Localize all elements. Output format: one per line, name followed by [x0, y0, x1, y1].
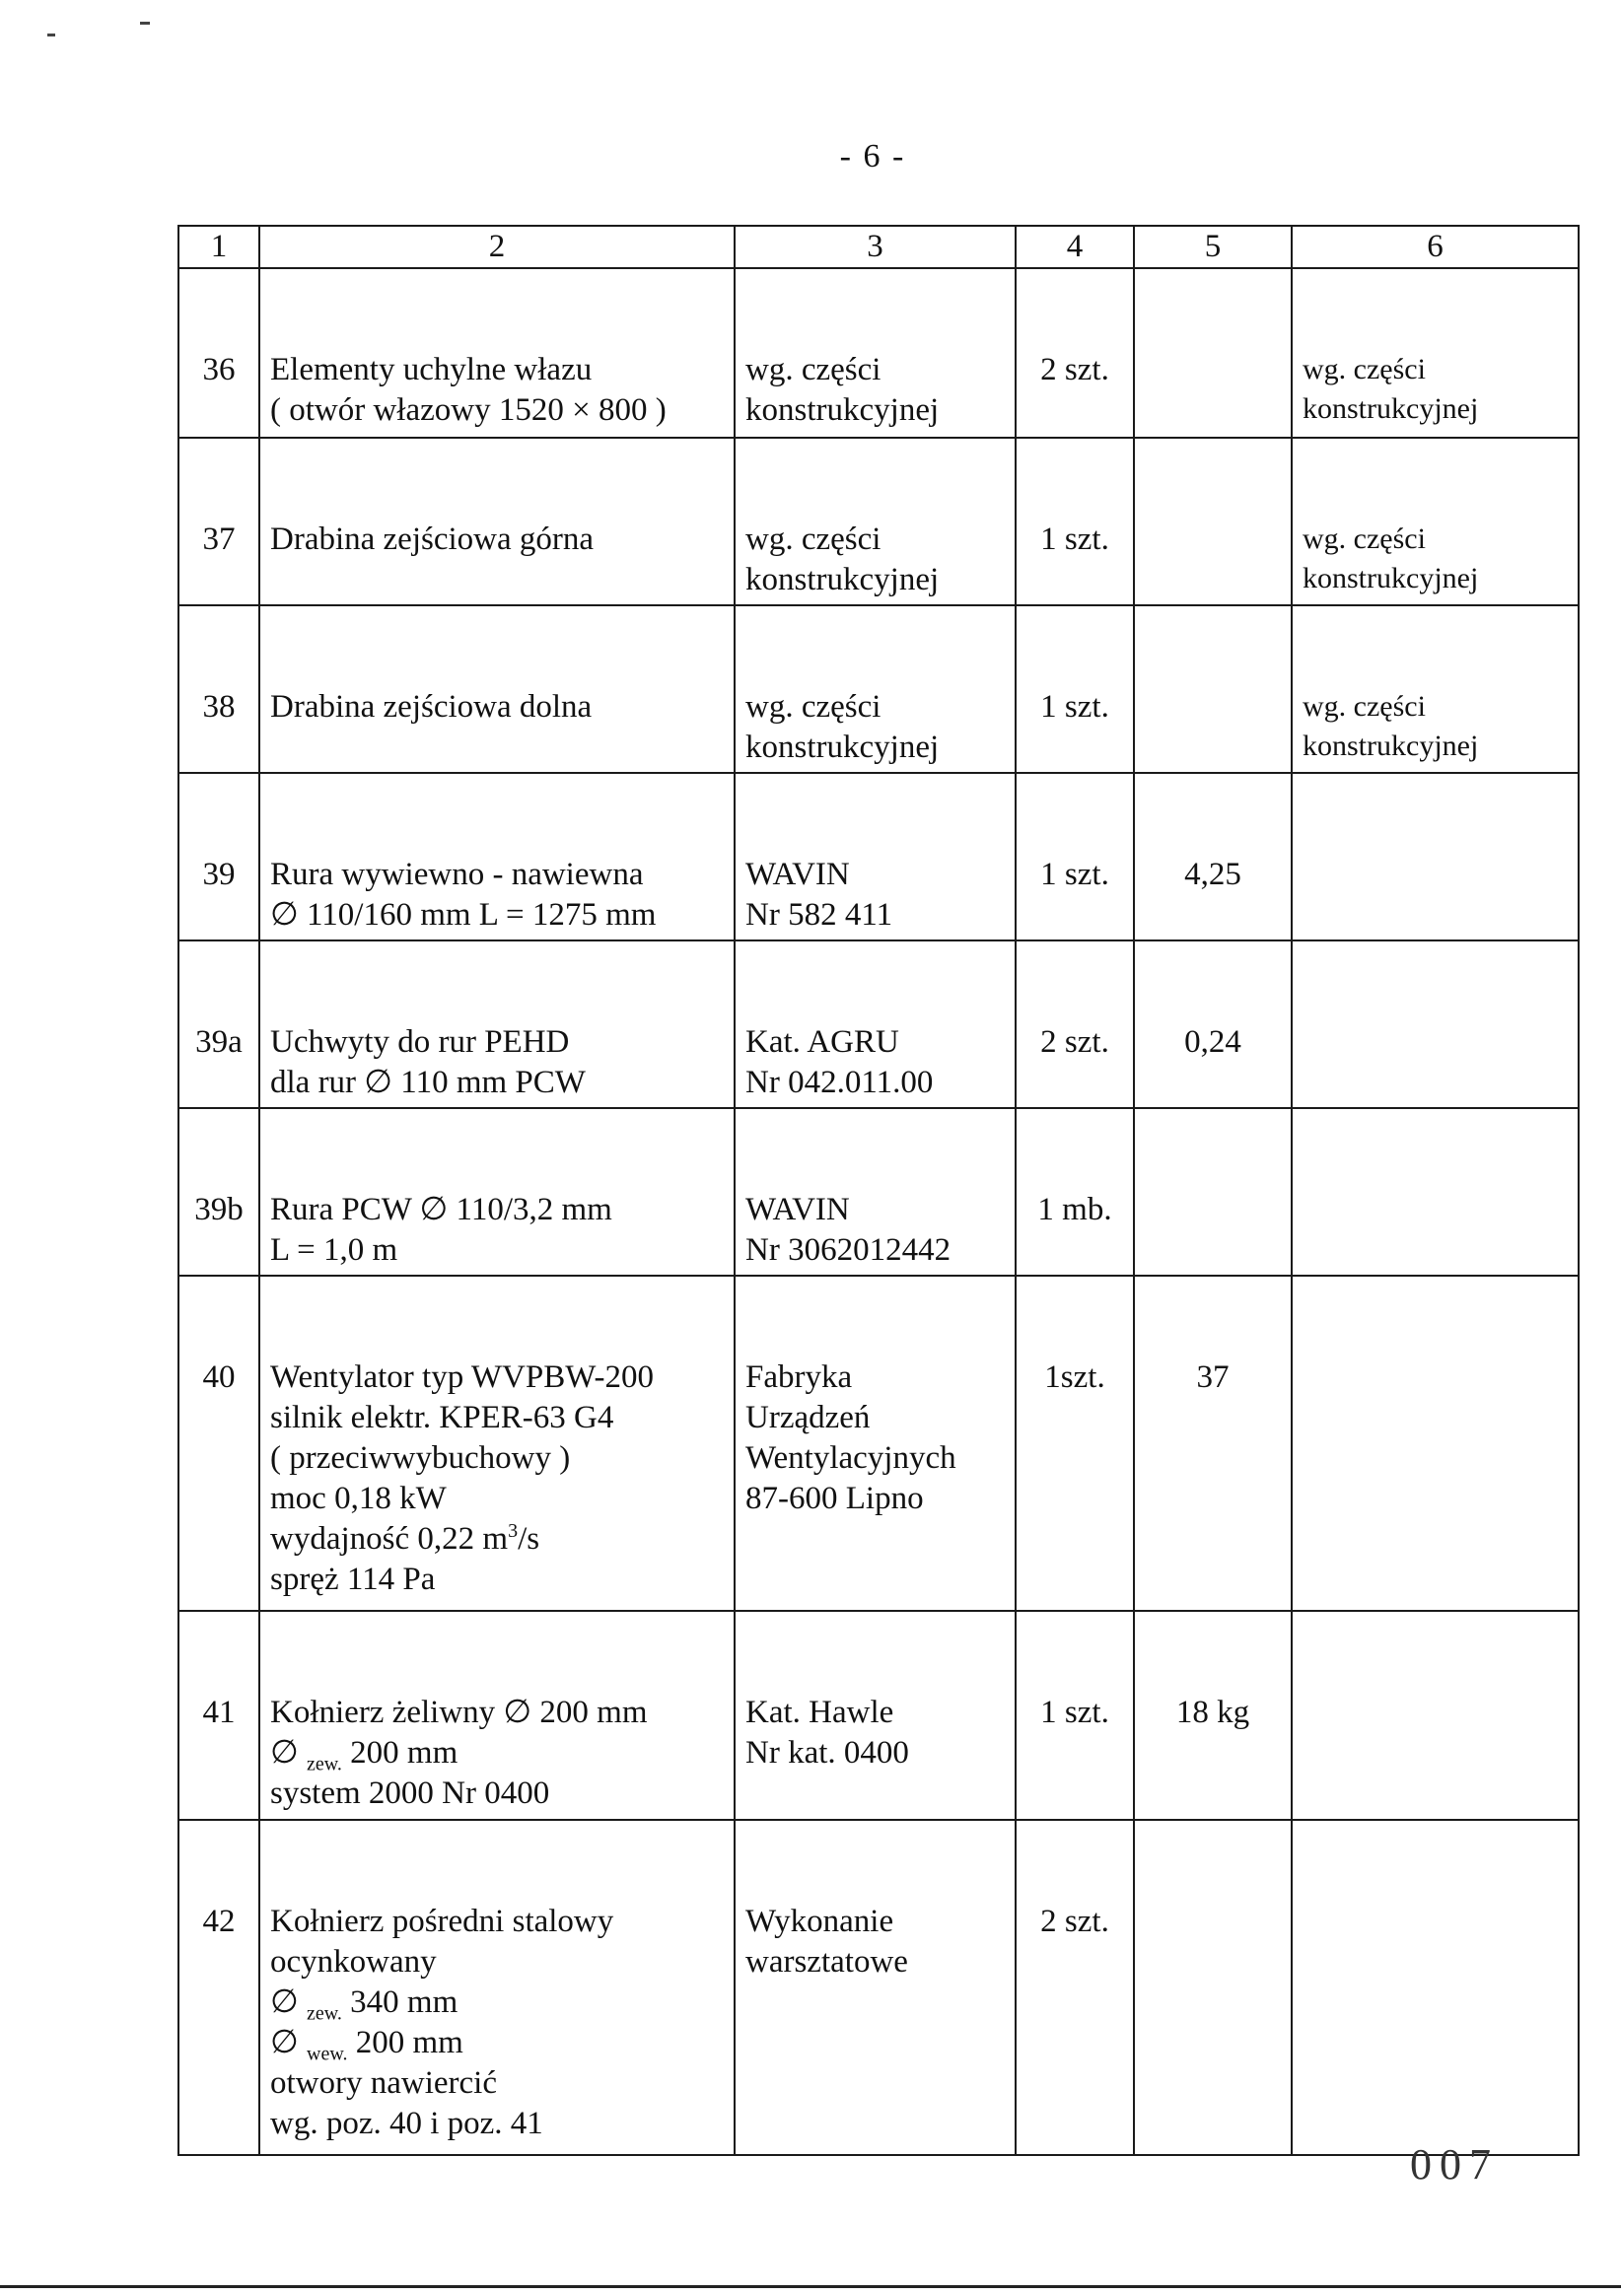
- header-col-6: 6: [1292, 226, 1579, 268]
- diameter-symbol: ∅: [270, 2025, 299, 2060]
- description-line: spręż 114 Pa: [270, 1562, 436, 1597]
- row-mass: [1134, 438, 1292, 605]
- source-line: Kat. Hawle: [745, 1695, 894, 1730]
- scan-speck: [140, 22, 150, 25]
- row-number: 40: [178, 1276, 259, 1611]
- description-line: Wentylator typ WVPBW-200: [270, 1359, 655, 1395]
- row-quantity: 1szt.: [1016, 1276, 1134, 1611]
- table-row: [178, 438, 1579, 605]
- source-line: wg. części: [745, 689, 881, 725]
- row-quantity: 2 szt.: [1016, 1820, 1134, 2155]
- note-line: wg. części: [1303, 353, 1426, 385]
- source-line: Kat. AGRU: [745, 1024, 899, 1060]
- source-line: WAVIN: [745, 857, 850, 892]
- description-line: [270, 1983, 728, 2023]
- row-mass: [1134, 605, 1292, 773]
- source-line: wg. części: [745, 352, 881, 387]
- row-quantity: 1 szt.: [1016, 438, 1134, 605]
- diameter-subscript: wew.: [307, 2043, 348, 2065]
- source-line: Nr 582 411: [745, 897, 893, 933]
- description-line: silnik elektr. KPER-63 G4: [270, 1400, 614, 1435]
- row-description: [259, 1276, 735, 1611]
- source-line: Wentylacyjnych: [745, 1440, 956, 1476]
- table-row: [178, 605, 1579, 773]
- row-number: 37: [178, 438, 259, 605]
- description-line: ( przeciwwybuchowy ): [270, 1440, 571, 1476]
- row-quantity: 1 szt.: [1016, 773, 1134, 940]
- row-source: [735, 1820, 1016, 2155]
- description-line: system 2000 Nr 0400: [270, 1775, 550, 1811]
- description-line: ∅ 110/160 mm L = 1275 mm: [270, 897, 657, 933]
- row-note: [1292, 268, 1579, 438]
- description-line: ( otwór włazowy 1520 × 800 ): [270, 392, 667, 428]
- row-description: [259, 438, 735, 605]
- source-line: konstrukcyjnej: [745, 730, 940, 765]
- page-stamp: 007: [1410, 2140, 1499, 2189]
- row-description: [259, 940, 735, 1108]
- row-source: [735, 438, 1016, 605]
- source-line: Urządzeń: [745, 1400, 871, 1435]
- row-source: [735, 773, 1016, 940]
- description-line: Drabina zejściowa górna: [270, 522, 595, 557]
- note-line: wg. części: [1303, 690, 1426, 723]
- row-source: [735, 1276, 1016, 1611]
- row-mass: 18 kg: [1134, 1611, 1292, 1820]
- diameter-symbol: ∅: [270, 1984, 299, 2020]
- page-number: - 6 -: [839, 138, 906, 174]
- description-line: ocynkowany: [270, 1944, 437, 1980]
- flow-text: wydajność 0,22 m: [270, 1521, 509, 1557]
- row-mass: 0,24: [1134, 940, 1292, 1108]
- row-number: 36: [178, 268, 259, 438]
- row-source: [735, 268, 1016, 438]
- row-description: [259, 605, 735, 773]
- description-line: Kołnierz pośredni stalowy: [270, 1904, 614, 1939]
- row-description: [259, 1820, 735, 2155]
- header-col-5: 5: [1134, 226, 1292, 268]
- header-col-1: 1: [178, 226, 259, 268]
- description-line: Rura PCW ∅ 110/3,2 mm: [270, 1192, 612, 1227]
- row-note: [1292, 1108, 1579, 1276]
- specification-table: [177, 225, 1580, 2156]
- header-col-3: 3: [735, 226, 1016, 268]
- description-line: moc 0,18 kW: [270, 1481, 447, 1516]
- note-line: konstrukcyjnej: [1303, 730, 1479, 762]
- row-quantity: 2 szt.: [1016, 268, 1134, 438]
- source-line: wg. części: [745, 522, 881, 557]
- row-mass: 37: [1134, 1276, 1292, 1611]
- diameter-symbol: ∅: [270, 1735, 299, 1771]
- row-note: [1292, 605, 1579, 773]
- row-quantity: 1 szt.: [1016, 1611, 1134, 1820]
- description-line: Drabina zejściowa dolna: [270, 689, 593, 725]
- row-quantity: 1 mb.: [1016, 1108, 1134, 1276]
- row-description: [259, 268, 735, 438]
- row-number: 38: [178, 605, 259, 773]
- header-col-4: 4: [1016, 226, 1134, 268]
- row-note: [1292, 1611, 1579, 1820]
- description-line: Kołnierz żeliwny ∅ 200 mm: [270, 1695, 648, 1730]
- flow-exponent: 3: [508, 1520, 519, 1542]
- row-number: 42: [178, 1820, 259, 2155]
- table-row: [178, 1820, 1579, 2155]
- note-line: konstrukcyjnej: [1303, 562, 1479, 594]
- source-line: konstrukcyjnej: [745, 392, 940, 428]
- row-source: [735, 1108, 1016, 1276]
- source-line: Nr 042.011.00: [745, 1065, 934, 1100]
- source-line: konstrukcyjnej: [745, 562, 940, 597]
- source-line: WAVIN: [745, 1192, 850, 1227]
- note-line: konstrukcyjnej: [1303, 392, 1479, 425]
- row-source: [735, 940, 1016, 1108]
- description-line: [270, 1519, 728, 1560]
- scan-speck: [47, 34, 55, 36]
- row-quantity: 2 szt.: [1016, 940, 1134, 1108]
- source-line: Nr kat. 0400: [745, 1735, 909, 1771]
- row-number: 41: [178, 1611, 259, 1820]
- header-row: [178, 226, 1579, 268]
- description-line: Elementy uchylne włazu: [270, 352, 593, 387]
- header-col-2: 2: [259, 226, 735, 268]
- row-mass: [1134, 268, 1292, 438]
- row-note: [1292, 1820, 1579, 2155]
- flow-unit: /s: [518, 1521, 540, 1557]
- row-note: [1292, 773, 1579, 940]
- row-quantity: 1 szt.: [1016, 605, 1134, 773]
- row-mass: [1134, 1108, 1292, 1276]
- description-line: dla rur ∅ 110 mm PCW: [270, 1065, 586, 1100]
- table-row: [178, 773, 1579, 940]
- table-row: [178, 940, 1579, 1108]
- note-line: wg. części: [1303, 522, 1426, 555]
- row-note: [1292, 438, 1579, 605]
- source-line: Nr 3062012442: [745, 1232, 951, 1268]
- bottom-scan-rule: [0, 2285, 1621, 2288]
- row-mass: 4,25: [1134, 773, 1292, 940]
- row-description: [259, 1108, 735, 1276]
- row-number: 39: [178, 773, 259, 940]
- row-number: 39b: [178, 1108, 259, 1276]
- row-mass: [1134, 1820, 1292, 2155]
- source-line: warsztatowe: [745, 1944, 908, 1980]
- table-row: [178, 1276, 1579, 1611]
- description-line: Uchwyty do rur PEHD: [270, 1024, 570, 1060]
- row-source: [735, 1611, 1016, 1820]
- source-line: 87-600 Lipno: [745, 1481, 924, 1516]
- row-number: 39a: [178, 940, 259, 1108]
- description-line: wg. poz. 40 i poz. 41: [270, 2106, 543, 2141]
- diameter-value: 200 mm: [355, 2025, 463, 2060]
- description-line: [270, 2023, 728, 2063]
- source-line: Wykonanie: [745, 1904, 894, 1939]
- description-line: Rura wywiewno - nawiewna: [270, 857, 644, 892]
- diameter-subscript: zew.: [307, 2002, 342, 2025]
- table-row: [178, 1108, 1579, 1276]
- diameter-subscript: zew.: [307, 1753, 342, 1775]
- row-description: [259, 1611, 735, 1820]
- row-source: [735, 605, 1016, 773]
- description-line: [270, 1733, 728, 1774]
- description-line: otwory nawiercić: [270, 2065, 497, 2101]
- table-row: [178, 268, 1579, 438]
- row-note: [1292, 940, 1579, 1108]
- source-line: Fabryka: [745, 1359, 853, 1395]
- row-note: [1292, 1276, 1579, 1611]
- table-row: [178, 1611, 1579, 1820]
- row-description: [259, 773, 735, 940]
- diameter-value: 200 mm: [350, 1735, 458, 1771]
- description-line: L = 1,0 m: [270, 1232, 398, 1268]
- diameter-value: 340 mm: [350, 1984, 458, 2020]
